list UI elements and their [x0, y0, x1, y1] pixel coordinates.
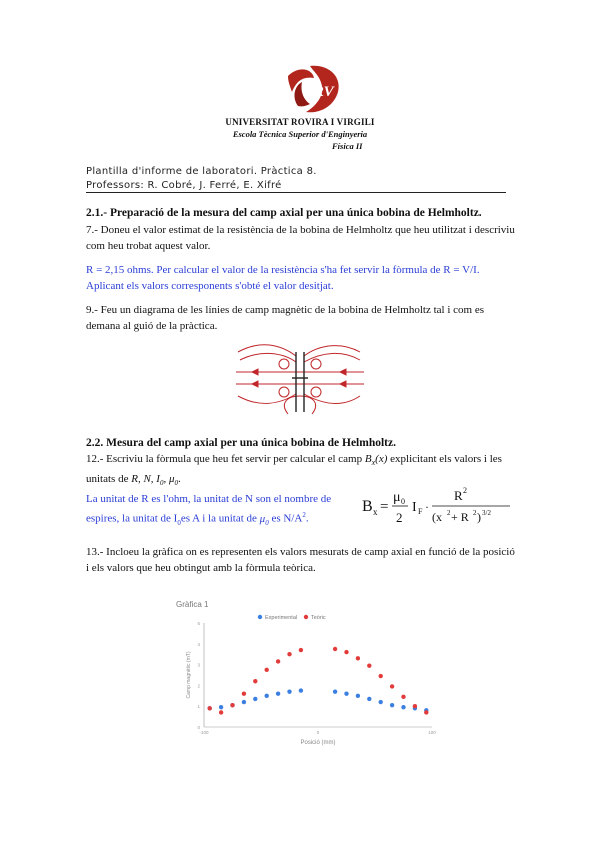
point-theoretical [230, 703, 234, 707]
field-chart [170, 597, 440, 747]
x-tick-label: 0 [316, 730, 320, 735]
point-theoretical [333, 647, 337, 651]
point-theoretical [299, 648, 303, 652]
y-tick-label: 5 [197, 621, 200, 626]
svg-text:I: I [412, 500, 417, 515]
svg-text:2: 2 [396, 510, 403, 525]
y-tick-label: 4 [197, 641, 200, 647]
point-theoretical [344, 650, 348, 654]
point-theoretical [424, 710, 428, 714]
point-experimental [299, 688, 303, 692]
svg-text:·: · [425, 500, 429, 514]
point-theoretical [208, 706, 212, 710]
question-9: 9.- Feu un diagrama de les línies de camp magnètic de la bobina de Helmholtz tal i com es demana al guió de la pràctica. [86, 304, 485, 332]
y-tick-label: 1 [197, 704, 200, 710]
y-tick-label: 3 [197, 662, 200, 668]
point-theoretical [219, 710, 223, 714]
point-theoretical [379, 674, 383, 678]
university-logo [280, 62, 344, 118]
svg-text:0: 0 [401, 497, 405, 506]
answer-7: R = 2,15 ohms. Per calcular el valor de la resistència s'ha fet servir la fòrmula de R = V/I. Aplicant els valors corresponents s'obté el valor desitjat. [86, 264, 480, 292]
point-theoretical [401, 695, 405, 699]
point-experimental [253, 697, 257, 701]
point-theoretical [390, 684, 394, 688]
x-tick-label: 100 [428, 730, 436, 735]
point-experimental [265, 694, 269, 698]
svg-text:2: 2 [447, 509, 451, 517]
point-experimental [379, 700, 383, 704]
svg-text:R: R [454, 488, 463, 503]
svg-text:3/2: 3/2 [482, 509, 491, 517]
y-tick-label: 2 [197, 683, 200, 689]
legend-marker-0 [258, 615, 262, 619]
point-theoretical [265, 668, 269, 672]
point-experimental [287, 689, 291, 693]
point-experimental [390, 703, 394, 707]
legend-label: Experimental [265, 615, 298, 621]
field-lines-diagram [230, 338, 370, 428]
point-experimental [242, 700, 246, 704]
point-experimental [401, 705, 405, 709]
legend-label: Teòric [311, 615, 326, 621]
svg-text:2: 2 [463, 486, 467, 495]
point-experimental [356, 694, 360, 698]
svg-text:(x: (x [432, 510, 442, 524]
svg-text:B: B [362, 498, 373, 515]
section-2-1-heading: 2.1.- Preparació de la mesura del camp axial per una única bobina de Helmholtz. [86, 207, 482, 219]
point-experimental [367, 697, 371, 701]
point-theoretical [276, 659, 280, 663]
university-name: UNIVERSITAT ROVIRA I VIRGILI [225, 117, 375, 127]
point-experimental [276, 692, 280, 696]
point-theoretical [253, 679, 257, 683]
point-experimental [344, 692, 348, 696]
y-tick-label: 0 [197, 725, 200, 730]
chart-title: Gràfica 1 [176, 600, 209, 609]
x-tick-label: -100 [199, 730, 209, 735]
svg-text:x: x [373, 507, 378, 517]
point-theoretical [356, 656, 360, 660]
professors-line: Professors: R. Cobré, J. Ferré, E. Xifré [86, 180, 506, 193]
question-7: 7.- Doneu el valor estimat de la resistència de la bobina de Helmholtz que heu utilitzat i descriviu com heu trobat aquest valor. [86, 224, 515, 252]
subject-name: Física II [332, 141, 363, 151]
point-theoretical [287, 652, 291, 656]
answer-12: La unitat de R es l'ohm, la unitat de N son el nombre de espires, la unitat de $I_0es$ A i la unitat de $\mu_0$ es $N/A^2$. [86, 493, 332, 527]
question-13: 13.- Incloeu la gràfica on es representen els valors mesurats de camp axial en funció de la posició i els valors que heu obtingut amb la fòrmula teòrica. [86, 546, 515, 574]
section-2-2-heading: 2.2. Mesura del camp axial per una única bobina de Helmholtz. [86, 437, 396, 449]
point-theoretical [242, 692, 246, 696]
point-experimental [219, 705, 223, 709]
helmholtz-formula [362, 484, 512, 528]
svg-text:F: F [418, 507, 423, 516]
point-theoretical [367, 663, 371, 667]
legend-marker-1 [304, 615, 308, 619]
chart-xlabel: Posició (mm) [300, 740, 336, 746]
logo-lettering: URV [303, 84, 334, 100]
svg-text:+ R: + R [451, 510, 469, 524]
point-experimental [333, 689, 337, 693]
template-title: Plantilla d'informe de laboratori. Pràctica 8. [86, 166, 317, 177]
school-name: Escola Tècnica Superior d'Enginyeria [232, 129, 368, 139]
svg-text:μ: μ [393, 490, 401, 505]
svg-text:=: = [380, 499, 389, 515]
chart-legend [258, 615, 326, 621]
svg-text:2: 2 [473, 509, 477, 517]
question-12: 12.- Escriviu la fòrmula que heu fet servir per calcular el camp $B_x(x)$ explicitant els valors i les unitats de R, N, $I_0$, $\mu_0$. [86, 453, 502, 488]
chart-ylabel: Camp magnètic (mT) [186, 651, 192, 699]
point-theoretical [413, 704, 417, 708]
svg-text:): ) [477, 510, 481, 524]
